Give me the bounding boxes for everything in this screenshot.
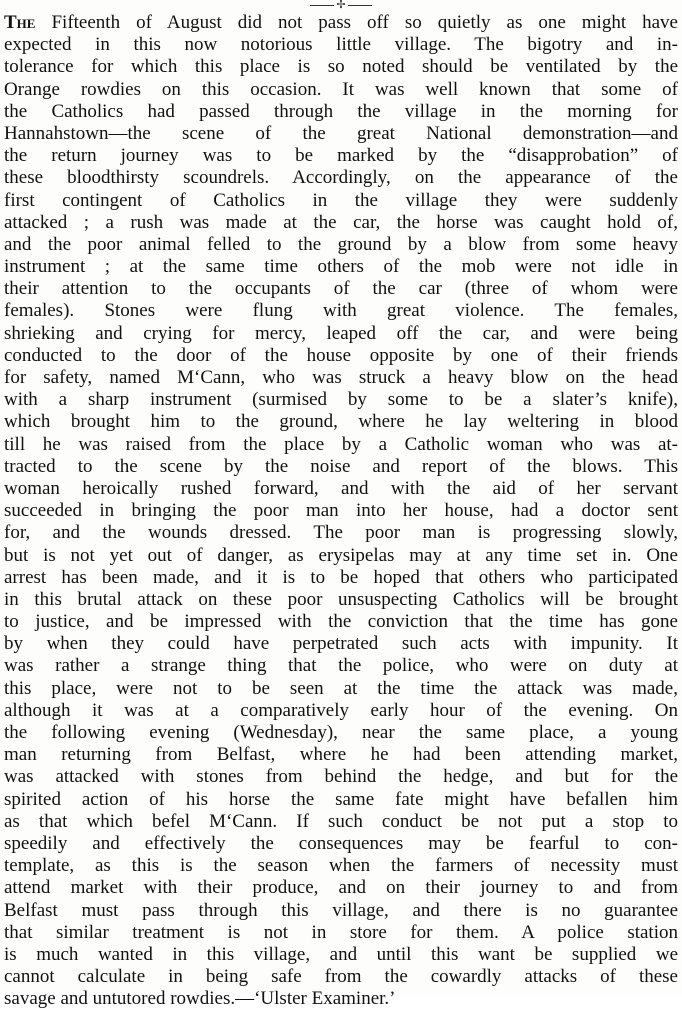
article-line xyxy=(4,966,678,988)
article-line xyxy=(4,855,678,877)
article-line-text: woman heroically rushed forward, and with the aid of her servant xyxy=(4,477,678,499)
article-line xyxy=(4,101,678,123)
article-line-text: although it was at a comparatively early hour of the evening. On xyxy=(4,699,678,721)
article-line xyxy=(4,744,678,766)
article-line xyxy=(4,478,678,500)
article-line-text: tracted to the scene by the noise and report of the blows. This xyxy=(4,455,678,477)
article-line xyxy=(4,700,678,722)
article-line-text: man returning from Belfast, where he had been attending market, xyxy=(4,744,678,766)
article-line-text: the following evening (Wednesday), near the same place, a young xyxy=(4,722,678,743)
article-line xyxy=(4,900,678,922)
article-line-text: arrest has been made, and it is to be hoped that others who participated xyxy=(4,566,678,588)
article-line xyxy=(4,655,678,677)
article-line-text: their attention to the occupants of the car (three of whom were xyxy=(4,278,678,300)
article-line-text: cannot calculate in being safe from the cowardly attacks of these xyxy=(4,966,678,988)
article-line xyxy=(4,234,678,256)
article-line xyxy=(4,545,678,567)
article-line-text: conducted to the door of the house opposite by one of their friends xyxy=(4,344,678,366)
article-line-text: Hannahstown—the scene of the great National demonstration—and xyxy=(4,122,678,144)
article-line-text: Belfast must pass through this village, and there is no guarantee xyxy=(4,899,678,921)
article-line-text: but is not yet out of danger, as erysipelas may at any time set in. One xyxy=(4,544,678,566)
article-line-text: is much wanted in this village, and until this want be supplied we xyxy=(4,943,678,965)
article-line xyxy=(4,300,678,322)
article-line xyxy=(4,722,678,744)
article-line-text: that similar treatment is not in store for them. A police station xyxy=(4,921,678,943)
article-line xyxy=(4,988,678,1010)
article-line xyxy=(4,34,678,56)
article-line-text: instrument ; at the same time others of the mob were not idle in xyxy=(4,256,678,278)
article-line-text: for safety, named M‘Cann, who was struck a heavy blow on the head xyxy=(4,367,678,388)
article-line xyxy=(4,389,678,411)
article-line xyxy=(4,456,678,478)
article-line xyxy=(4,522,678,544)
article-line xyxy=(4,145,678,167)
article-line xyxy=(4,567,678,589)
article-line xyxy=(4,811,678,833)
article-line xyxy=(4,611,678,633)
article-line-text: for, and the wounds dressed. The poor man is progressing slowly, xyxy=(4,522,678,544)
article-line xyxy=(4,345,678,367)
article-line-text: succeeded in bringing the poor man into her house, had a doctor sent xyxy=(4,500,678,522)
article-line-text: was attacked with stones from behind the hedge, and but for the xyxy=(4,766,678,788)
ornament-glyph: ✢ xyxy=(336,0,346,11)
article-line-text: females). Stones were flung with great violence. The females, xyxy=(4,300,678,322)
article-line xyxy=(4,278,678,300)
article-line-text: template, as this is the season when the farmers of necessity must xyxy=(4,855,678,877)
article-line xyxy=(4,833,678,855)
article-line-text: in this brutal attack on these poor unsuspecting Catholics will be brought xyxy=(4,588,678,610)
article-line xyxy=(4,123,678,145)
article-line-text: attend market with their produce, and on their journey to and from xyxy=(4,877,678,899)
article-line-text: as that which befel M‘Cann. If such conduct be not put a stop to xyxy=(4,810,678,832)
article-line xyxy=(4,212,678,234)
article-line-text: till he was raised from the place by a Catholic woman who was at- xyxy=(4,433,678,455)
article-line-text: to justice, and be impressed with the conviction that the time has gone xyxy=(4,611,678,633)
article-line-text: attacked ; a rush was made at the car, the horse was caught hold of, xyxy=(4,211,678,233)
article-line-text: Orange rowdies on this occasion. It was well known that some of xyxy=(4,78,678,100)
article-line-text: first contingent of Catholics in the village they were suddenly xyxy=(4,189,678,211)
article-line-text: and the poor animal felled to the ground by a blow from some heavy xyxy=(4,233,678,255)
article-line-text: which brought him to the ground, where he lay weltering in blood xyxy=(4,411,678,433)
article-line xyxy=(4,190,678,212)
article-line-text: Fifteenth of August did not pass off so quietly as one might have xyxy=(35,12,678,33)
article-line-text: the Catholics had passed through the village in the morning for xyxy=(4,100,678,122)
ornament-rule-left xyxy=(310,5,334,6)
article-line xyxy=(4,367,678,389)
article-line-text: tolerance for which this place is so noted should be ventilated by the xyxy=(4,56,678,78)
section-ornament xyxy=(0,0,682,12)
article-line xyxy=(4,79,678,101)
article-line-text: with a sharp instrument (surmised by some to be a slater’s knife), xyxy=(4,389,678,411)
article-line-text: was rather a strange thing that the police, who were on duty at xyxy=(4,655,678,677)
article-line xyxy=(4,167,678,189)
article-line-text: expected in this now notorious little village. The bigotry and in- xyxy=(4,34,678,56)
article-line-text: these bloodthirsty scoundrels. Accordingly, on the appearance of the xyxy=(4,167,678,189)
article-body xyxy=(4,12,678,1010)
article-line xyxy=(4,323,678,345)
article-line xyxy=(4,434,678,456)
article-line xyxy=(4,12,678,34)
ornament-rule-right xyxy=(348,5,372,6)
article-line xyxy=(4,944,678,966)
article-line-text: by when they could have perpetrated such acts with impunity. It xyxy=(4,633,678,655)
article-line xyxy=(4,877,678,899)
article-line xyxy=(4,56,678,78)
article-line xyxy=(4,256,678,278)
article-line xyxy=(4,411,678,433)
article-line xyxy=(4,922,678,944)
article-line xyxy=(4,678,678,700)
article-line xyxy=(4,766,678,788)
article-line xyxy=(4,500,678,522)
article-line-text: shrieking and crying for mercy, leaped off the car, and were being xyxy=(4,322,678,344)
article-line-text: speedily and effectively the consequences may be fearful to con- xyxy=(4,832,678,854)
article-line xyxy=(4,589,678,611)
article-line xyxy=(4,789,678,811)
article-line-text: this place, were not to be seen at the time the attack was made, xyxy=(4,677,678,699)
article-line-text: the return journey was to be marked by the “disapprobation” of xyxy=(4,145,678,167)
article-line-text: savage and untutored rowdies.—‘Ulster Examiner.’ xyxy=(4,988,396,1010)
article-line xyxy=(4,633,678,655)
opening-word: The xyxy=(4,12,36,33)
article-line-text: spirited action of his horse the same fate might have befallen him xyxy=(4,788,678,810)
